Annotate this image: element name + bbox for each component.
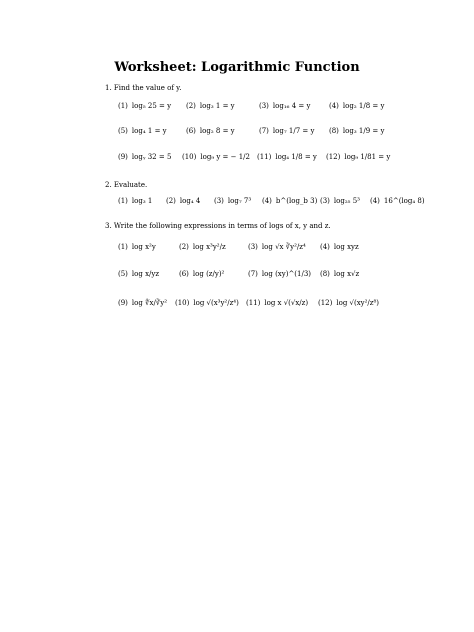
q2-item: (3) log₇ 7³	[214, 197, 252, 205]
q3-item: (5) log x/yz	[118, 270, 160, 278]
q2-item: (2) log₄ 4	[166, 197, 201, 205]
q1-item: (5) log₄ 1 = y	[118, 127, 167, 135]
q3-item: (10) log √(x³y²/z⁴)	[175, 299, 239, 307]
question-2-heading: 2. Evaluate.	[105, 181, 148, 189]
q3-item: (3) log √x ∛y²/z⁴	[248, 243, 306, 251]
question-3-heading: 3. Write the following expressions in terms of logs of x, y and z.	[105, 222, 331, 230]
q3-item: (1) log x²y	[118, 243, 156, 251]
q1-item: (4) log₂ 1/8 = y	[329, 102, 385, 110]
q1-item: (1) log₅ 25 = y	[118, 102, 172, 110]
q1-item: (2) log₃ 1 = y	[186, 102, 235, 110]
question-1-heading: 1. Find the value of y.	[105, 84, 182, 92]
q1-item: (3) log₁₆ 4 = y	[259, 102, 311, 110]
q3-item: (4) log xyz	[320, 243, 359, 251]
q3-item: (7) log (xy)^(1/3)	[248, 270, 312, 278]
q3-item: (6) log (z/y)²	[179, 270, 225, 278]
q1-item: (8) log₃ 1/9 = y	[329, 127, 385, 135]
q1-item: (6) log₂ 8 = y	[186, 127, 235, 135]
q2-item: (4) 16^(log₄ 8)	[370, 197, 425, 205]
q3-item: (8) log x√z	[320, 270, 360, 278]
q3-item: (11) log x √(√x/z)	[246, 299, 309, 307]
q3-item: (9) log ∜x/∛y²	[118, 299, 168, 307]
q1-item: (11) log₄ 1/8 = y	[257, 153, 317, 161]
q1-item: (9) logᵧ 32 = 5	[118, 153, 172, 161]
q2-item: (3) log₂₅ 5³	[320, 197, 360, 205]
q1-item: (12) log₉ 1/81 = y	[326, 153, 391, 161]
worksheet-title: Worksheet: Logarithmic Function	[114, 60, 360, 75]
q1-item: (10) log₉ y = − 1/2	[182, 153, 250, 161]
q2-item: (1) log₃ 1	[118, 197, 153, 205]
q3-item: (12) log √(xy²/z⁸)	[318, 299, 380, 307]
q2-item: (4) b^(log_b 3)	[262, 197, 318, 205]
q3-item: (2) log x³y²/z	[179, 243, 226, 251]
q1-item: (7) log₇ 1/7 = y	[259, 127, 315, 135]
